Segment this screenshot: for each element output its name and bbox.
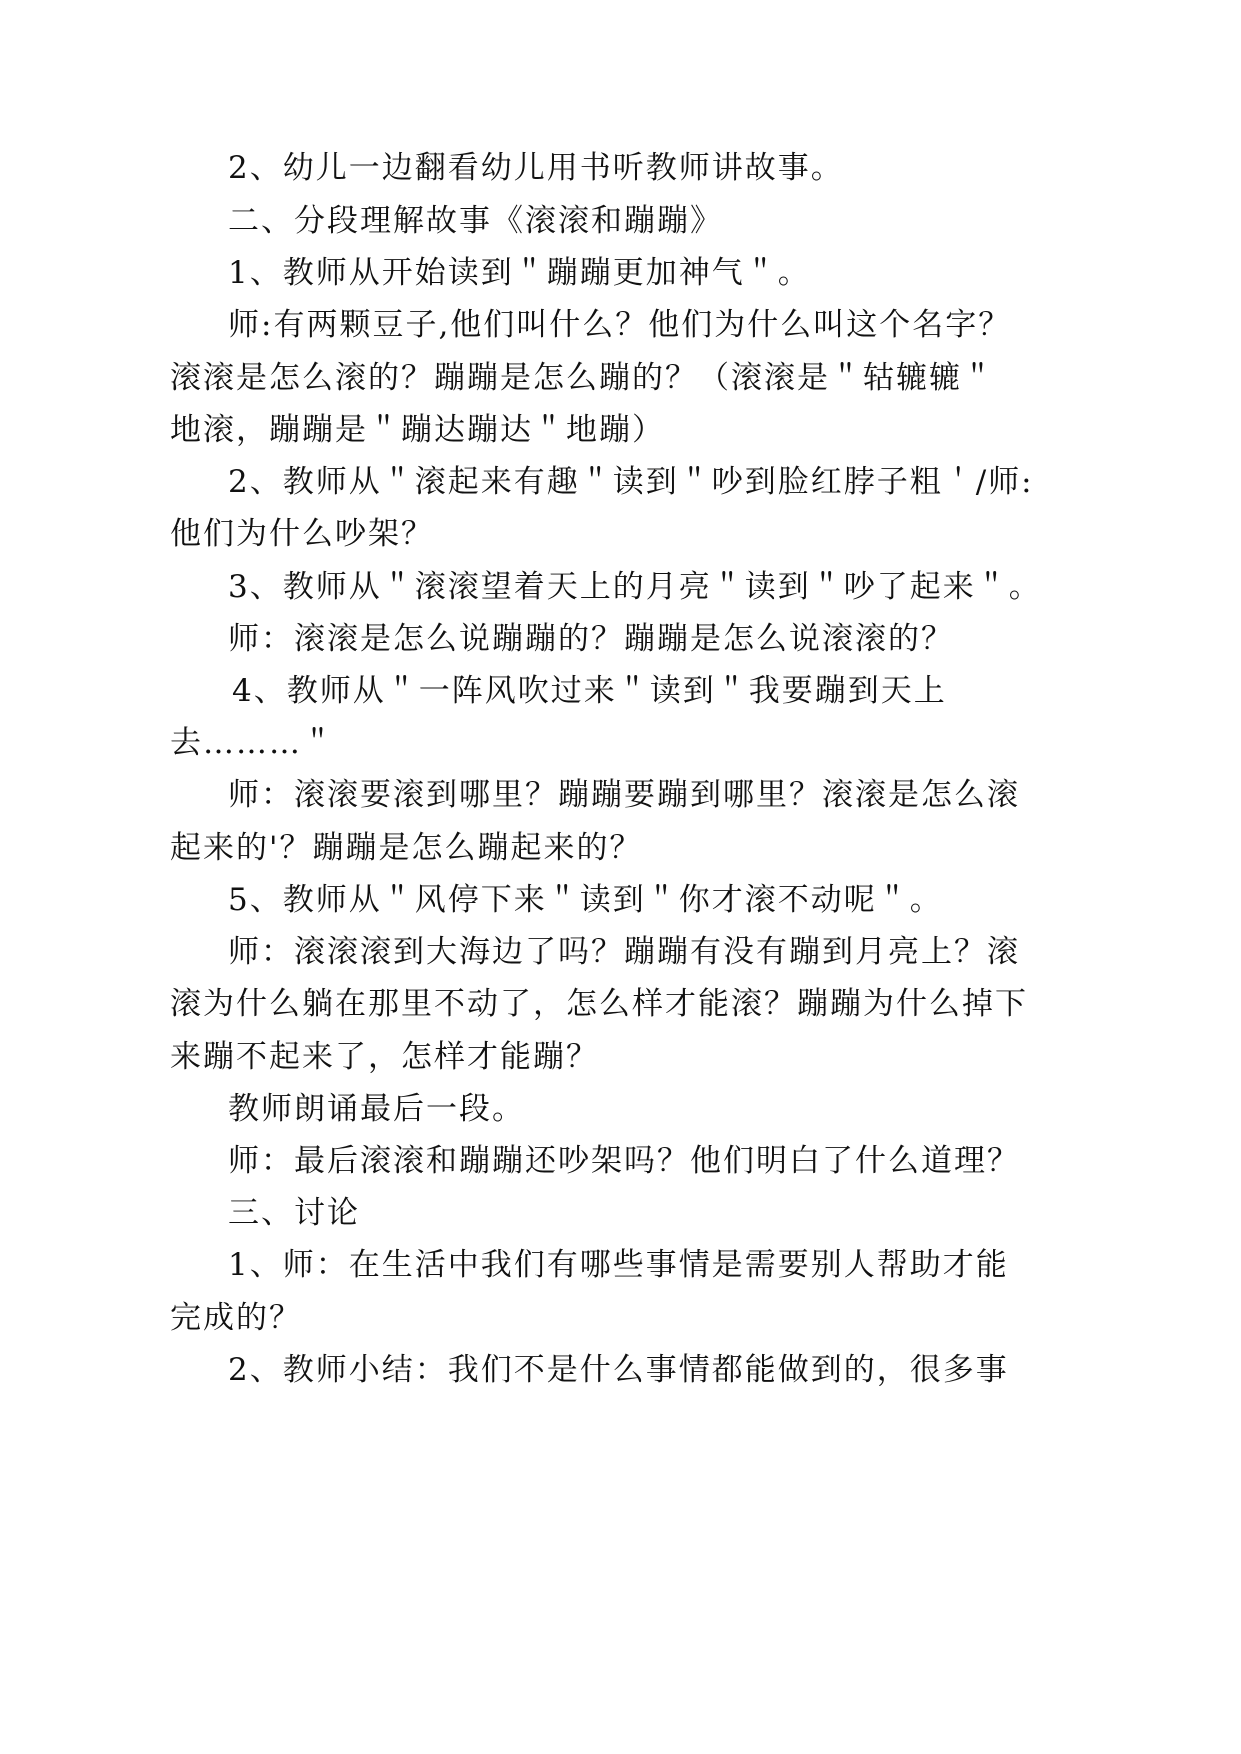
- text-line: 地滚，蹦蹦是＂蹦达蹦达＂地蹦）: [170, 412, 665, 448]
- section-heading: 二、分段理解故事《滚滚和蹦蹦》: [228, 203, 723, 239]
- text-line: 2、幼儿一边翻看幼儿用书听教师讲故事。: [228, 150, 844, 186]
- text-line: 起来的'？蹦蹦是怎么蹦起来的？: [170, 830, 643, 866]
- text-line: 3、教师从＂滚滚望着天上的月亮＂读到＂吵了起来＂。: [228, 569, 1042, 605]
- text-line: 师：最后滚滚和蹦蹦还吵架吗？他们明白了什么道理？: [228, 1143, 1020, 1179]
- text-line: 师：滚滚是怎么说蹦蹦的？蹦蹦是怎么说滚滚的？: [228, 621, 954, 657]
- text-line: 他们为什么吵架？: [170, 516, 434, 552]
- text-line: 滚为什么躺在那里不动了，怎么样才能滚？蹦蹦为什么掉下: [170, 986, 1028, 1022]
- text-line: 2、教师小结：我们不是什么事情都能做到的，很多事: [228, 1352, 1009, 1388]
- text-line: 5、教师从＂风停下来＂读到＂你才滚不动呢＂。: [228, 882, 943, 918]
- text-line: 教师朗诵最后一段。: [228, 1091, 525, 1127]
- text-line: 2、教师从＂滚起来有趣＂读到＂吵到脸红脖子粗＇/师:: [228, 464, 1034, 500]
- text-line: 滚滚是怎么滚的？蹦蹦是怎么蹦的？（滚滚是＂轱辘辘＂: [170, 360, 995, 396]
- text-line: 来蹦不起来了，怎样才能蹦？: [170, 1039, 599, 1075]
- text-line: 师:有两颗豆子,他们叫什么？他们为什么叫这个名字？: [228, 307, 1012, 343]
- text-line: 1、教师从开始读到＂蹦蹦更加神气＂。: [228, 255, 811, 291]
- text-line: 师：滚滚滚到大海边了吗？蹦蹦有没有蹦到月亮上？滚: [228, 934, 1020, 970]
- text-line: 1、师：在生活中我们有哪些事情是需要别人帮助才能: [228, 1247, 1009, 1283]
- text-line: 去………＂: [170, 725, 335, 761]
- text-line: 4、教师从＂一阵风吹过来＂读到＂我要蹦到天上: [232, 673, 947, 709]
- text-line: 师：滚滚要滚到哪里？蹦蹦要蹦到哪里？滚滚是怎么滚: [228, 777, 1020, 813]
- section-heading: 三、讨论: [228, 1195, 360, 1231]
- text-line: 完成的？: [170, 1300, 302, 1336]
